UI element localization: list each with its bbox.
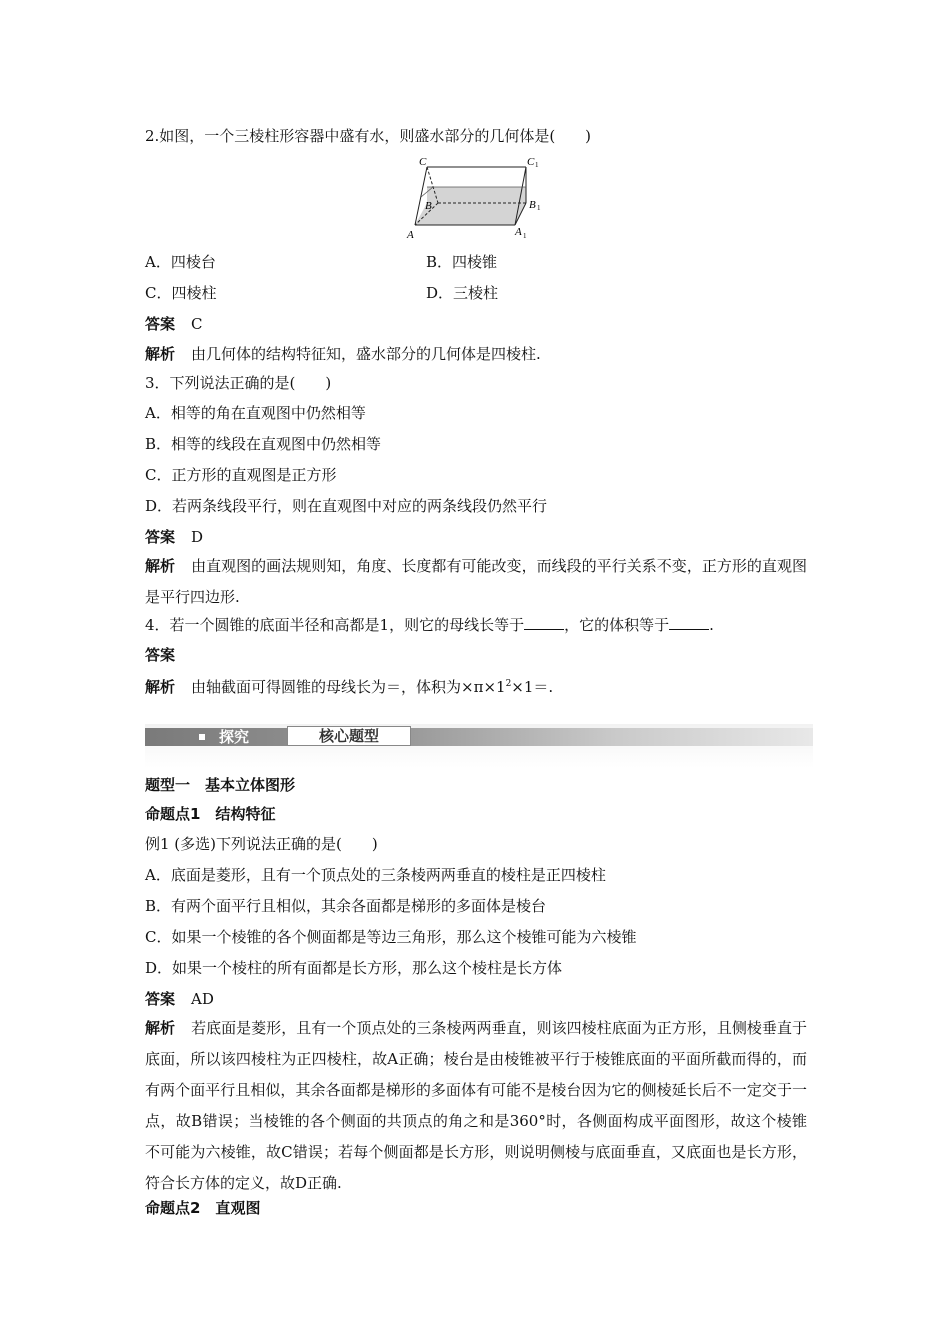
analysis-label: 解析 <box>145 557 176 575</box>
analysis-text-a: 由轴截面可得圆锥的母线长为＝，体积为×π×1 <box>191 678 506 696</box>
q4-stem-part-1: 4．若一个圆锥的底面半径和高都是1，则它的母线长等于 <box>145 616 525 634</box>
q2-option-d: D．三棱柱 <box>426 284 499 302</box>
answer-value: AD <box>191 990 214 1008</box>
analysis-sup: 2 <box>505 679 512 689</box>
label-B1: B <box>529 199 536 211</box>
label-B1-sub: 1 <box>537 204 541 212</box>
q4-stem-part-3: . <box>709 616 714 634</box>
q3-stem: 3．下列说法正确的是( ) <box>145 374 332 392</box>
blank-volume <box>669 615 709 630</box>
q3-option-c: C．正方形的直观图是正方形 <box>145 466 337 484</box>
example-stem: 例1 (多选)下列说法正确的是( ) <box>145 835 378 853</box>
label-A: A <box>407 229 414 241</box>
answer-value: D <box>191 528 204 546</box>
answer-label: 答案 <box>145 990 176 1008</box>
q3-option-b: B．相等的线段在直观图中仍然相等 <box>145 435 382 453</box>
prism-figure <box>405 152 555 244</box>
banner-right-label: 核心题型 <box>287 726 411 746</box>
q2-answer <box>145 314 203 334</box>
q3-option-d: D．若两条线段平行，则在直观图中对应的两条线段仍然平行 <box>145 497 548 515</box>
q2-option-a: A．四棱台 <box>145 253 216 271</box>
analysis-text: 由几何体的结构特征知，盛水部分的几何体是四棱柱. <box>191 345 541 363</box>
answer-label: 答案 <box>145 528 176 546</box>
q4-stem-part-2: ，它的体积等于 <box>564 616 670 634</box>
q3-analysis <box>145 551 807 613</box>
example-analysis <box>145 1013 807 1199</box>
section-banner <box>145 718 813 768</box>
analysis-label: 解析 <box>145 345 176 363</box>
analysis-label: 解析 <box>145 1019 176 1037</box>
label-C: C <box>419 156 427 168</box>
blank-slant-height <box>524 615 564 630</box>
q2-stem: 2.如图，一个三棱柱形容器中盛有水，则盛水部分的几何体是( ) <box>145 127 592 145</box>
example-option-d: D．如果一个棱柱的所有面都是长方形，那么这个棱柱是长方体 <box>145 959 563 977</box>
label-C1: C <box>527 156 535 168</box>
analysis-text: 若底面是菱形，且有一个顶点处的三条棱两两垂直，则该四棱柱底面为正方形，且侧棱垂直于底面，所以该四棱柱为正四棱柱，故A正确；棱台是由棱锥被平行于棱锥底面的平面所截而得的，而有两个面平行且相似，其余各面都是梯形的多面体有可能不是棱台因为它的侧棱延长后不一定交于一点，故B错误；当棱锥的各个侧面的共顶点的角之和是360°时，各侧面构成平面图形，故这个棱锥不可能为六棱锥，故C错误；若每个侧面都是长方形，则说明侧棱与底面垂直，又底面也是长方形，符合长方体的定义，故D正确. <box>145 1019 807 1192</box>
section-title: 题型一 基本立体图形 <box>145 776 296 794</box>
analysis-text: 由直观图的画法规则知，角度、长度都有可能改变，而线段的平行关系不变，正方形的直观图是平行四边形. <box>145 557 807 606</box>
point-2-title: 命题点2 直观图 <box>145 1199 261 1217</box>
example-option-c: C．如果一个棱锥的各个侧面都是等边三角形，那么这个棱锥可能为六棱锥 <box>145 928 637 946</box>
example-answer <box>145 989 214 1009</box>
label-C1-sub: 1 <box>535 161 539 169</box>
q4-stem <box>145 615 714 635</box>
answer-label: 答案 <box>145 646 176 664</box>
q3-option-a: A．相等的角在直观图中仍然相等 <box>145 404 366 422</box>
label-B: B <box>425 200 432 212</box>
example-option-a: A．底面是菱形，且有一个顶点处的三条棱两两垂直的棱柱是正四棱柱 <box>145 866 606 884</box>
banner-square-icon <box>199 734 205 740</box>
q4-answer <box>145 645 175 665</box>
answer-label: 答案 <box>145 315 176 333</box>
example-option-b: B．有两个面平行且相似，其余各面都是梯形的多面体是棱台 <box>145 897 547 915</box>
q2-analysis <box>145 344 541 364</box>
q2-option-c: C．四棱柱 <box>145 284 217 302</box>
q2-option-b: B．四棱锥 <box>426 253 498 271</box>
analysis-text-b: ×1＝. <box>511 678 554 696</box>
banner-left-label: 探究 <box>219 728 250 746</box>
point-1-title: 命题点1 结构特征 <box>145 805 276 823</box>
q3-answer <box>145 527 203 547</box>
label-A1: A <box>515 226 522 238</box>
label-A1-sub: 1 <box>523 232 527 240</box>
analysis-label: 解析 <box>145 678 176 696</box>
q4-analysis <box>145 674 553 697</box>
answer-value: C <box>191 315 203 333</box>
